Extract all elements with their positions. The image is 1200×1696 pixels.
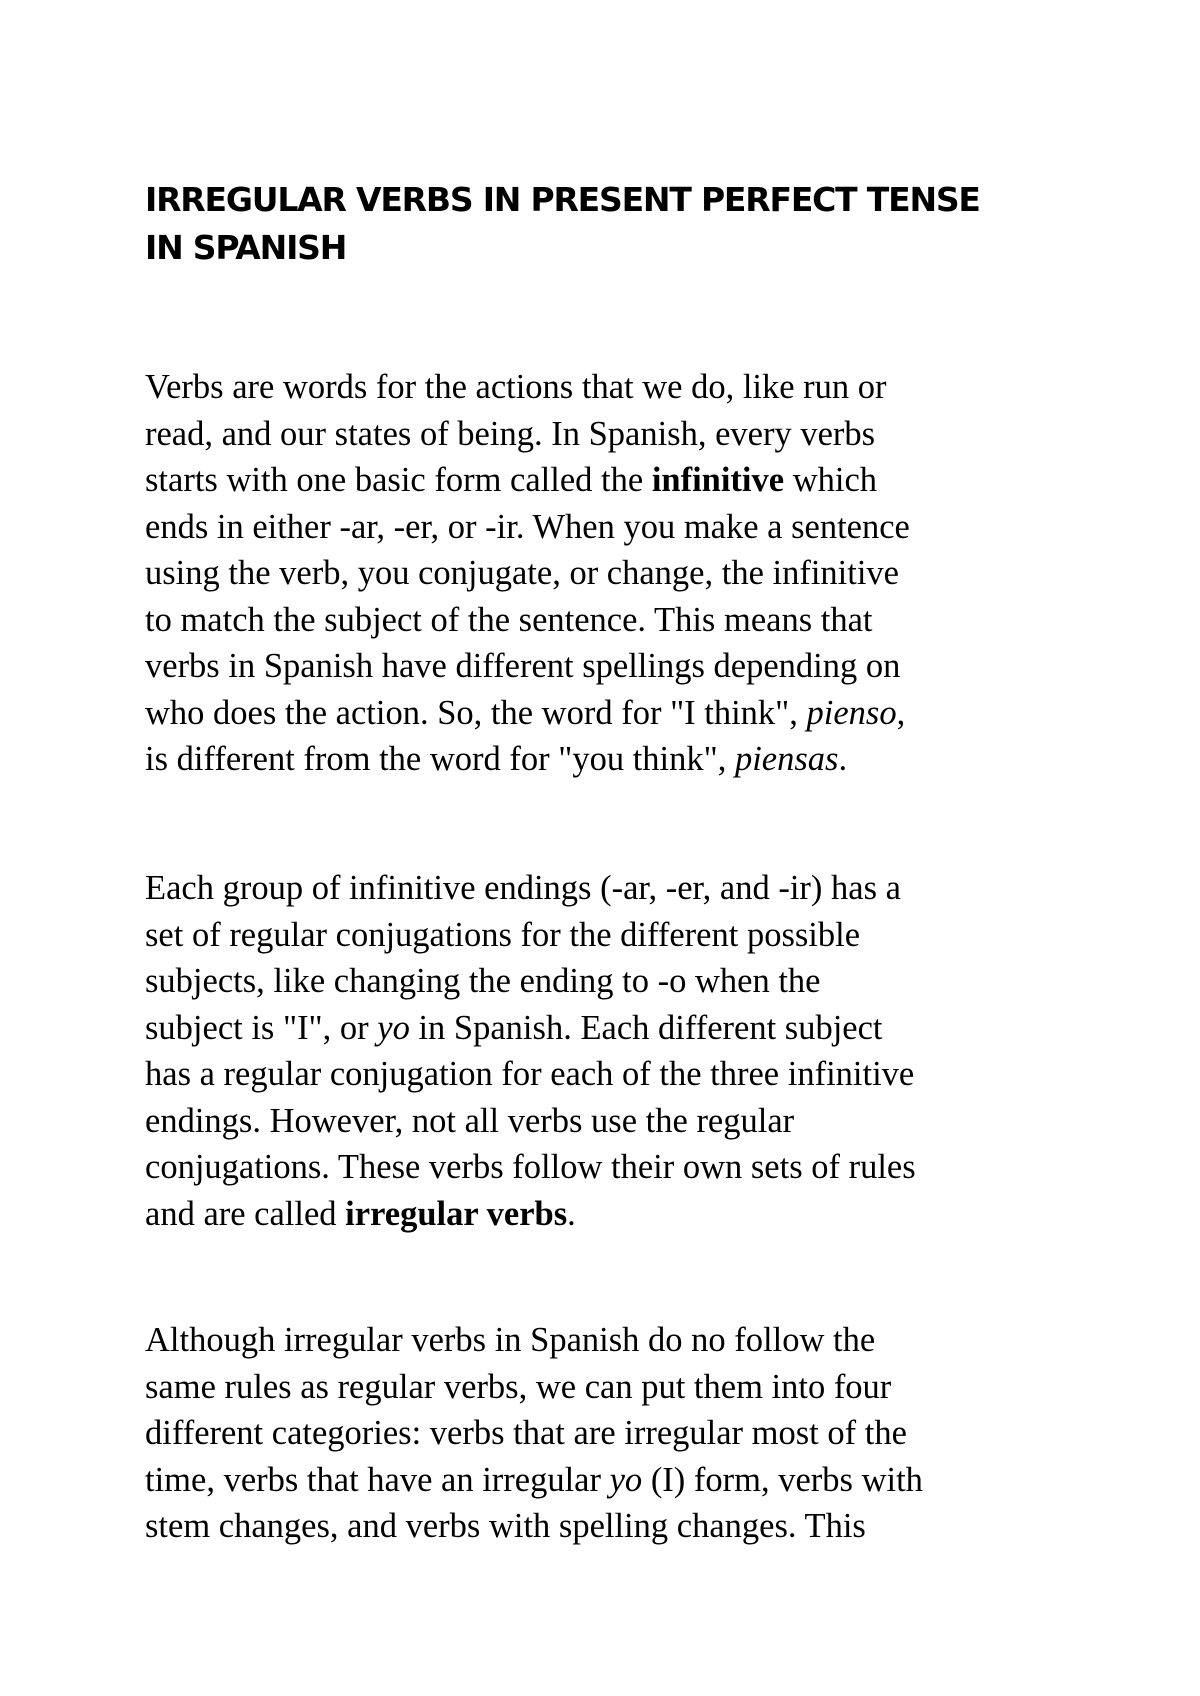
text-run: (I) form, verbs with [642,1460,923,1499]
text-line [145,597,1095,644]
text-run: is different from the word for "you think", [145,740,735,778]
text-line [145,1051,1095,1098]
paragraph-irregular-categories [145,1317,1095,1550]
text-run: has a regular conjugation for each of the three infinitive [145,1055,915,1093]
text-run: . [838,740,848,778]
paragraph-regular-conjugations [145,865,1095,1237]
text-run: ends in either -ar, -er, or -ir. When you make a sentence [145,507,910,546]
text-run: same rules as regular verbs, we can put them into four [145,1367,892,1406]
text-run: Each group of infinitive endings (-ar, -er, and -ir) has a [145,869,901,907]
italic-term: piensas [734,740,839,778]
bold-term: infinitive [651,461,785,499]
text-run: who does the action. So, the word for "I think", [145,693,807,732]
text-run: subject is "I", or [145,1008,378,1047]
italic-term: yo [609,1460,643,1499]
text-line [145,1364,1095,1411]
title-line: IN SPANISH [145,228,347,267]
text-run: conjugations. These verbs follow their own sets of rules [145,1148,916,1186]
text-line [145,1503,1095,1550]
text-run: using the verb, you conjugate, or change, the infinitive [145,554,899,592]
text-run: subjects, like changing the ending to -o when the [145,962,821,1000]
text-run: time, verbs that have an irregular [145,1460,610,1499]
text-line [145,1144,1095,1191]
text-line [145,958,1095,1005]
text-run: set of regular conjugations for the different possible [145,915,861,954]
text-run: Although irregular verbs in Spanish do no follow the [145,1321,876,1359]
text-run: different categories: verbs that are irregular most of the [145,1414,907,1452]
document-title [145,176,1075,272]
text-line [145,690,1095,737]
text-run: which [784,461,878,499]
text-line [145,643,1095,690]
text-line [145,912,1095,959]
text-run: , [896,693,906,732]
text-line [145,550,1095,597]
text-run: in Spanish. Each different subject [409,1008,883,1047]
text-line [145,1005,1095,1052]
text-run: to match the subject of the sentence. This means that [145,600,873,639]
text-run: endings. However, not all verbs use the regular [145,1101,795,1140]
text-line [145,1317,1095,1364]
text-line [145,364,1095,411]
text-line [145,865,1095,912]
text-line [145,1098,1095,1145]
bold-term: irregular verbs [345,1194,568,1233]
text-line [145,1191,1095,1238]
text-line [145,457,1095,504]
text-line [145,1457,1095,1504]
text-line [145,411,1095,458]
italic-term: pienso [806,693,897,732]
text-run: read, and our states of being. In Spanish, every verbs [145,414,876,453]
text-run: . [567,1194,576,1233]
paragraph-infinitive [145,364,1095,783]
text-run: and are called [145,1194,346,1233]
text-line [145,736,1095,783]
title-line: IRREGULAR VERBS IN PRESENT PERFECT TENSE [145,180,980,219]
text-run: Verbs are words for the actions that we do, like run or [145,368,887,406]
text-run: stem changes, and verbs with spelling changes. This [145,1507,866,1545]
text-run: starts with one basic form called the [145,461,652,499]
text-line [145,504,1095,551]
text-line [145,1410,1095,1457]
text-run: verbs in Spanish have different spellings depending on [145,647,901,685]
italic-term: yo [377,1008,410,1047]
